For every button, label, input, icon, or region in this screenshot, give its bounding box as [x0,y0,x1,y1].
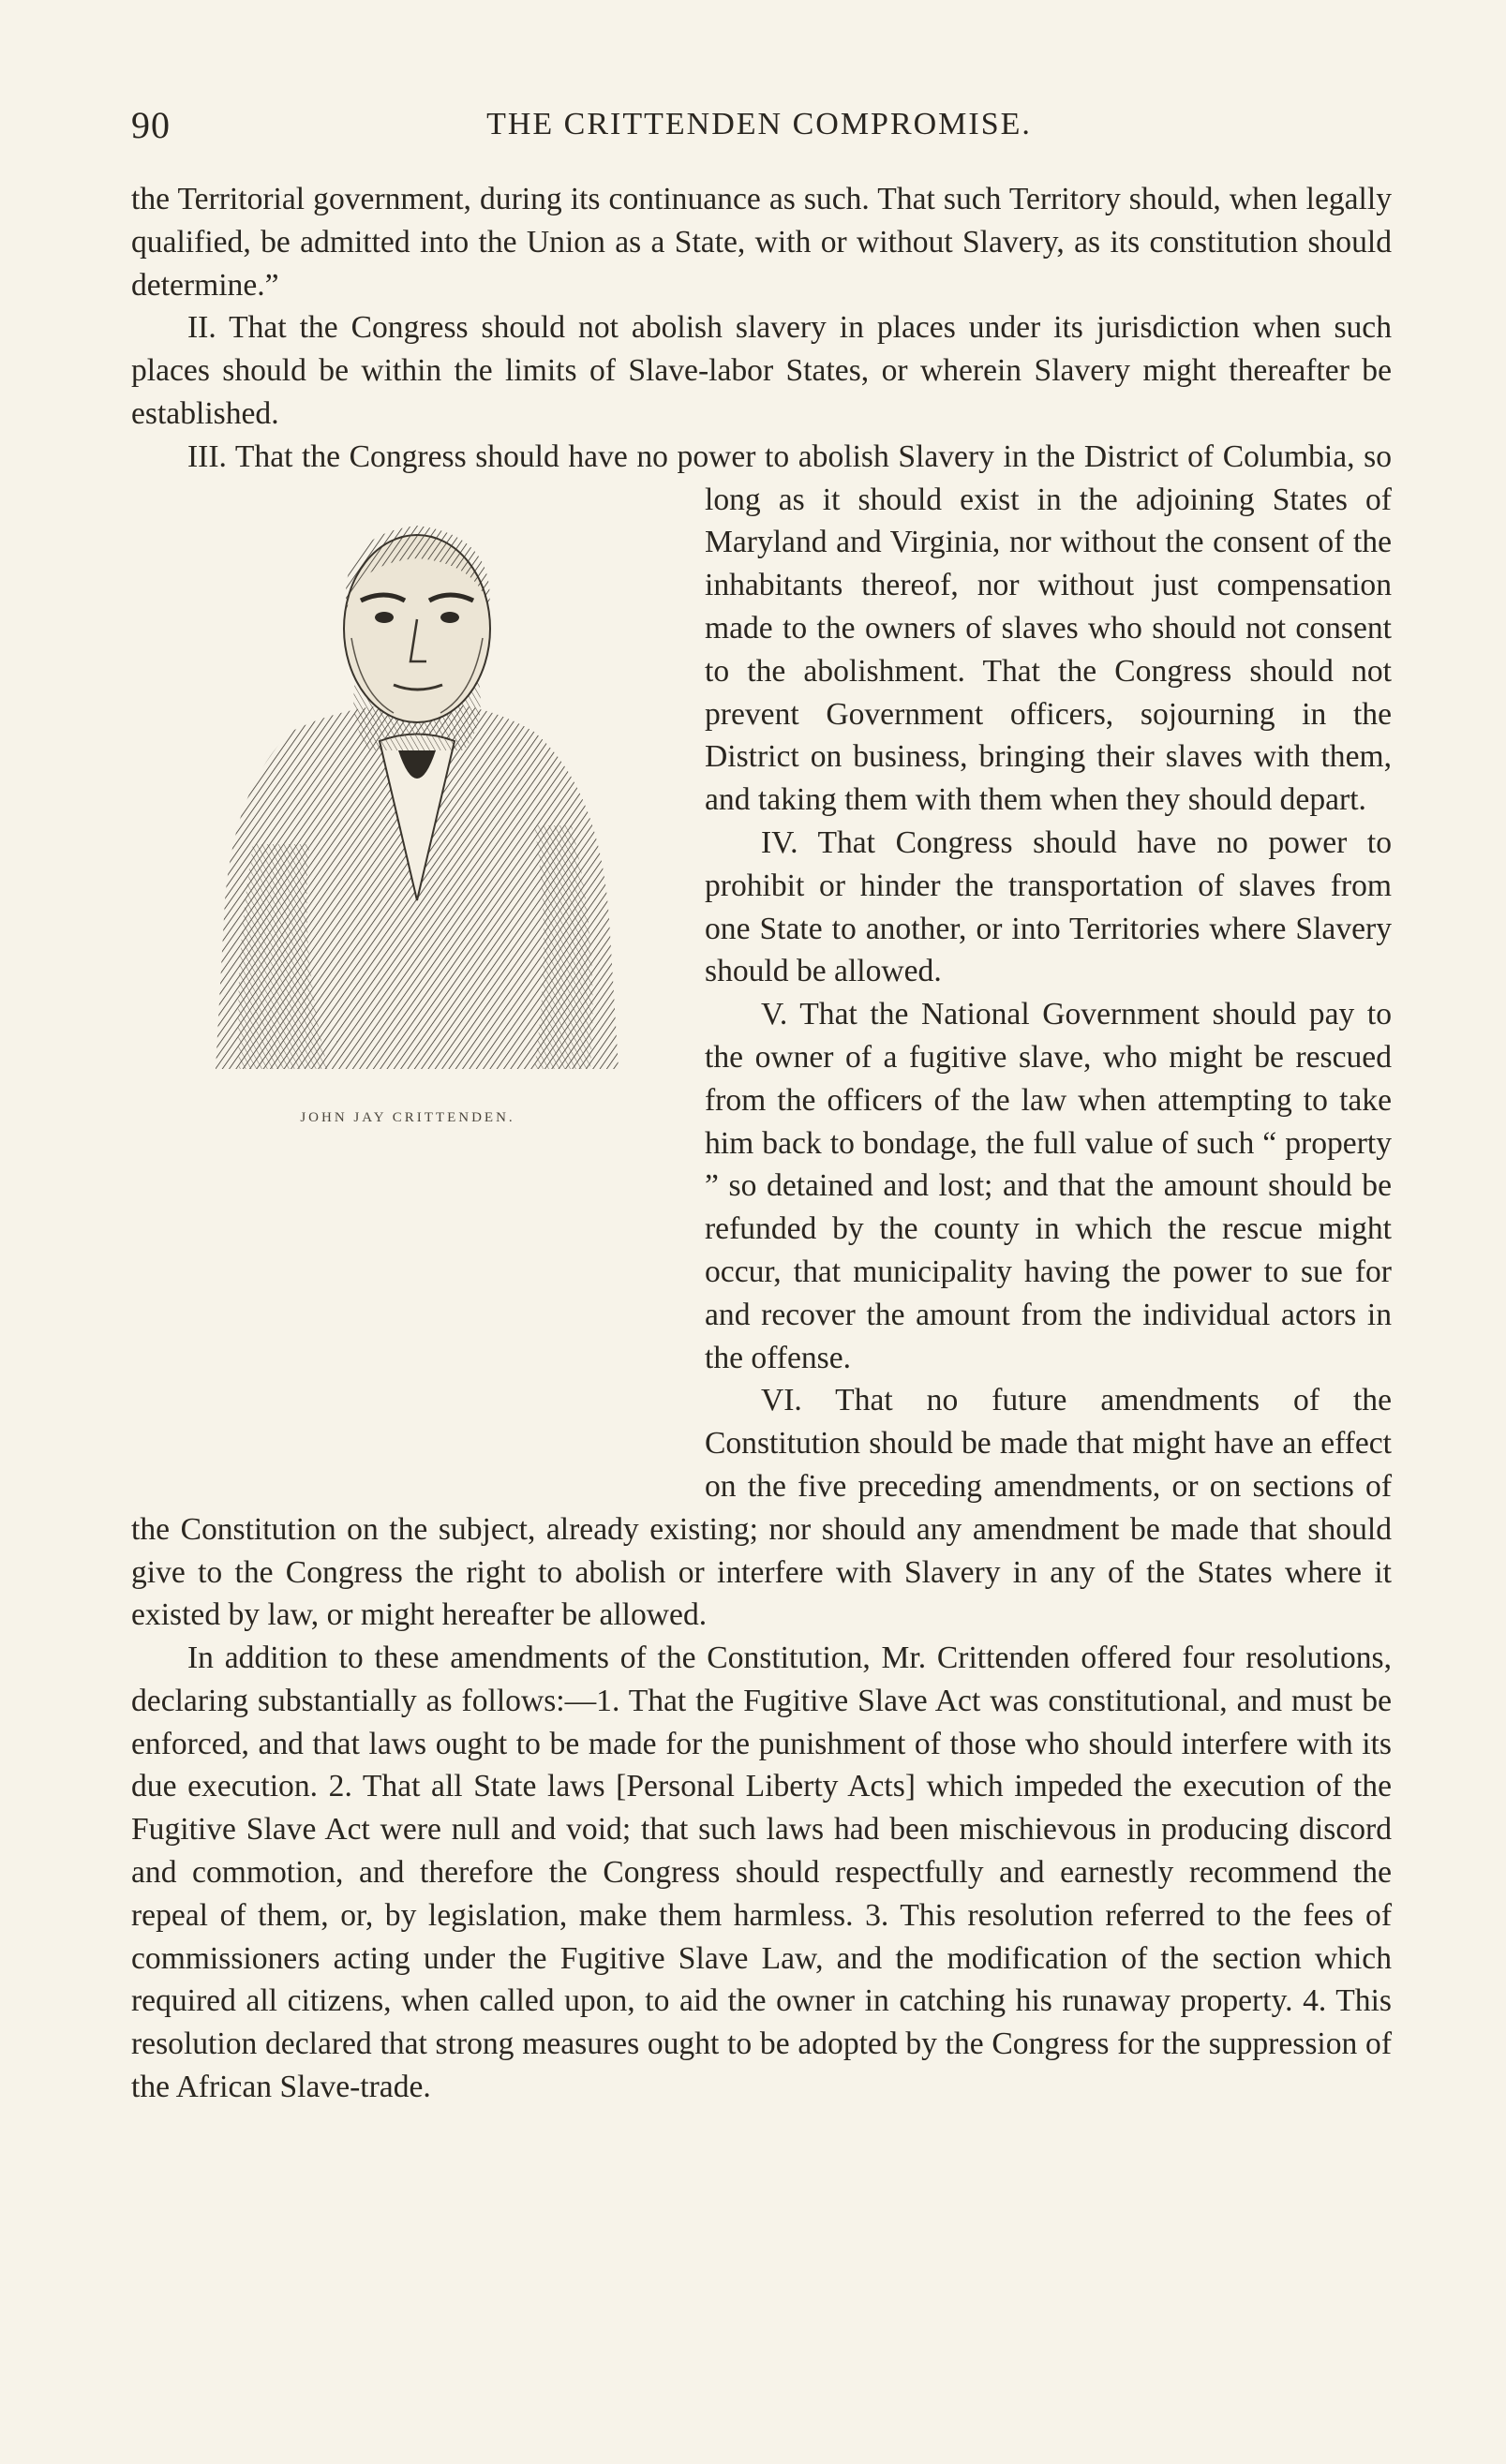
portrait-figure [131,479,684,1477]
paragraph-5: V. That the National Government should pay to the owner of a fugitive slave, who might be rescued from the officers of the law when attempting to take him back to bondage, the full value of such “ property ” so detained and lost; and that the amount should be refunded by the county in which the rescue might occur, that municipality having the power to sue for and recover the amount from the individual actors in the offense. [705,997,1392,1375]
portrait-caption: JOHN JAY CRITTENDEN. [300,1109,515,1125]
page-number: 90 [131,104,171,146]
engraved-portrait-icon [197,507,637,1088]
body-text [131,178,1392,2109]
paragraph-3-text: III. That the Congress should have no power to abolish Slavery in the District of Columbia, so long as it should exist in the adjoining States of [187,438,1392,517]
paragraph-7: In addition to these amendments of the Constitution, Mr. Crittenden offered four resolutions, declaring substantially as follows:—1. That the Fugitive Slave Act was constitutional, and must be enforced, and that laws ought to be made for the punishment of those who should interfere with its due execution. 2. That all State laws [Personal Liberty Acts] which impeded the execution of the Fugitive Slave Act were null and void; that such laws had been mischievous in producing discord and commotion, and therefore the Congress should respectfully and earnestly recommend the repeal of them, or, by legislation, make them harmless. 3. This resolution referred to the fees of commissioners acting under the Fugitive Slave Law, and the modification of the section which required all citizens, when called upon, to aid the owner in catching his runaway property. 4. This resolution declared that strong measures ought to be adopted by the Congress for the suppression of the African Slave-trade. [131,1640,1392,2105]
paragraph-1: the Territorial government, during its continuance as such. That such Territory should, when legally qualified, be admitted into the Union as a State, with or without Slavery, as its constitution should determine.” [131,182,1392,303]
paragraph-2: II. That the Congress should not abolish slavery in places under its jurisdiction when such places should be within the limits of Slave-labor States, or wherein Slavery might thereafter be established. [131,310,1392,431]
paragraph-3-continued: Maryland and Virginia, nor without the consent of the inhabitants thereof, nor without just compensation made to the owners of slaves who should not consent to the abolishment. That the Congress should not prevent Government officers, sojourning in the District on business, bringing their slaves with them, and taking them with them when they should depart. [705,525,1392,818]
page-header [131,103,1387,159]
running-title: THE CRITTENDEN COMPROMISE. [486,107,1032,141]
paragraph-6: VI. That no future amendments of the Constitution should be made that might have an effect on the five preceding amendments, or on sections of the Constitution on the subject, already existing; nor should any amendment be made that should give to the Congress the right to abolish or interfere with Slavery in any of the States where it existed by law, or might hereafter be allowed. [131,1383,1392,1633]
paragraph-4: IV. That Congress should have no power to prohibit or hinder the transportation of slaves from one State to another, or into Territories where Slavery should be allowed. [705,824,1392,989]
